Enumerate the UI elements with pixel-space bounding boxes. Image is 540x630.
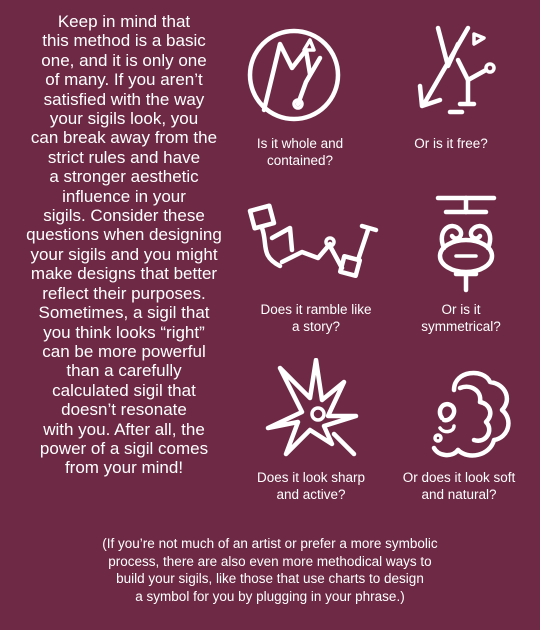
intro-line: one, and it is only one <box>41 50 207 70</box>
caption-symmetrical: Or is it symmetrical? <box>421 302 501 334</box>
footer-note <box>30 535 510 605</box>
intro-line: satisfied with the way <box>43 89 205 109</box>
intro-line: reflect their purposes. <box>42 283 206 303</box>
footer-line: process, there are also even more methodical ways to <box>108 553 432 569</box>
intro-line: influence in your <box>62 186 186 206</box>
footer-line: (If you’re not much of an artist or prefer a more symbolic <box>102 536 438 551</box>
intro-line: Sometimes, a sigil that <box>38 303 210 323</box>
caption-ramble: Does it ramble like a story? <box>260 302 372 334</box>
intro-line: you think looks “right” <box>43 322 205 342</box>
intro-line: questions when designing <box>26 225 222 245</box>
caption-soft: Or does it look soft and natural? <box>402 470 516 502</box>
free-sigil-icon <box>410 20 520 124</box>
intro-line: calculated sigil that <box>52 380 196 400</box>
intro-line: from your mind! <box>64 458 184 478</box>
sharp-sigil-icon <box>258 358 362 462</box>
intro-line: can break away from the <box>30 128 218 148</box>
contained-sigil-icon <box>246 24 342 124</box>
intro-line: your sigils look, you <box>49 109 199 129</box>
intro-line: sigils. Consider these <box>43 206 205 226</box>
soft-sigil-icon <box>424 364 520 468</box>
intro-paragraph <box>6 12 242 478</box>
intro-line: your sigils and you might <box>30 244 218 264</box>
intro-line: make designs that better <box>30 264 218 284</box>
footer-line: a symbol for you by plugging in your phrase.) <box>135 588 405 604</box>
intro-line: strict rules and have <box>47 147 201 167</box>
intro-line: power of a sigil comes <box>39 438 209 458</box>
caption-contained: Is it whole and contained? <box>256 136 344 168</box>
caption-free: Or is it free? <box>414 136 488 151</box>
footer-line: build your sigils, like those that use charts to design <box>116 571 424 586</box>
intro-line: doesn’t resonate <box>61 400 187 420</box>
intro-line: of many. If you aren’t <box>45 70 203 90</box>
symmetrical-sigil-icon <box>416 190 516 298</box>
caption-sharp: Does it look sharp and active? <box>256 470 366 502</box>
intro-line: this method is a basic <box>42 31 206 51</box>
intro-line: Keep in mind that <box>57 12 191 31</box>
intro-line: than a carefully <box>66 361 182 381</box>
intro-line: with you. After all, the <box>43 419 205 439</box>
intro-line: can be more powerful <box>42 341 206 361</box>
intro-line: a stronger aesthetic <box>49 167 199 187</box>
rambling-sigil-icon <box>246 196 386 288</box>
